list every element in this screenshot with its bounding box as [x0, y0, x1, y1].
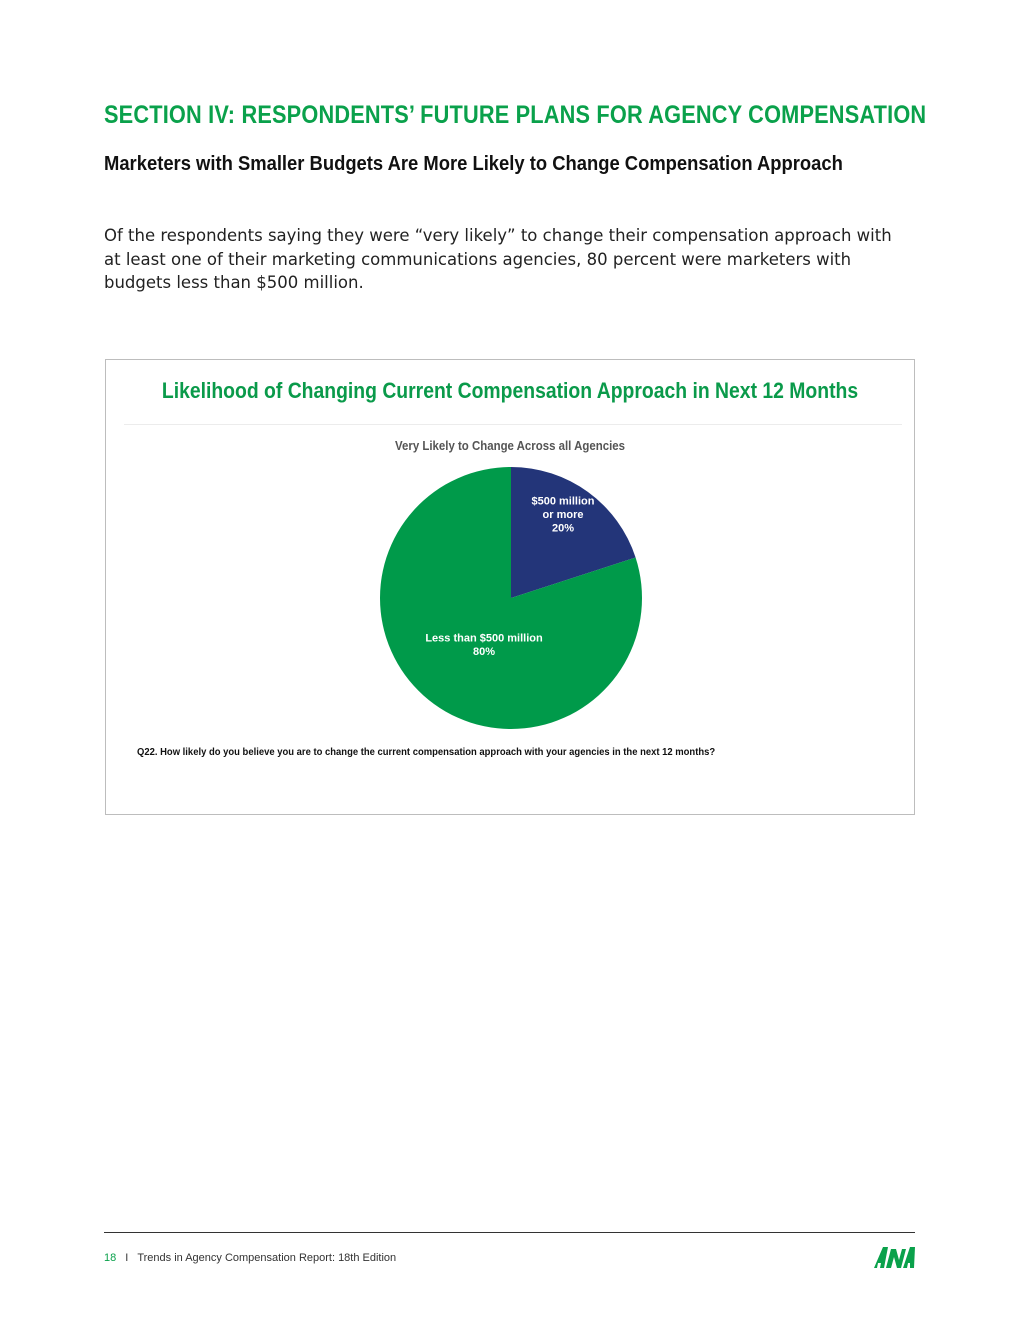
- chart-question-note: Q22. How likely do you believe you are to change the current compensation approach with your agencies in the next 12 months?: [137, 746, 716, 758]
- pie-slice-label-1: $500 million or more 20%: [531, 495, 595, 535]
- footer-separator: I: [125, 1252, 129, 1264]
- sub-title: Marketers with Smaller Budgets Are More Likely to Change Compensation Approach: [104, 153, 843, 175]
- chart-panel: [105, 359, 915, 815]
- footer-divider: [104, 1232, 915, 1233]
- pie-chart: [106, 360, 914, 740]
- page-number: 18: [104, 1252, 117, 1264]
- chart-title: Likelihood of Changing Current Compensation Approach in Next 12 Months: [161, 378, 859, 403]
- footer: [104, 1252, 396, 1264]
- pie-slice-label-2: Less than $500 million 80%: [425, 632, 543, 658]
- ana-logo: [872, 1244, 916, 1270]
- report-title: Trends in Agency Compensation Report: 18th Edition: [137, 1252, 397, 1264]
- chart-subtitle: Very Likely to Change Across all Agencies: [395, 438, 625, 453]
- intro-paragraph: Of the respondents saying they were “very likely” to change their compensation approach with at least one of their marketing communications agencies, 80 percent were marketers with budgets less than $500 million.: [104, 226, 892, 292]
- section-title: SECTION IV: RESPONDENTS’ FUTURE PLANS FOR AGENCY COMPENSATION: [104, 101, 927, 129]
